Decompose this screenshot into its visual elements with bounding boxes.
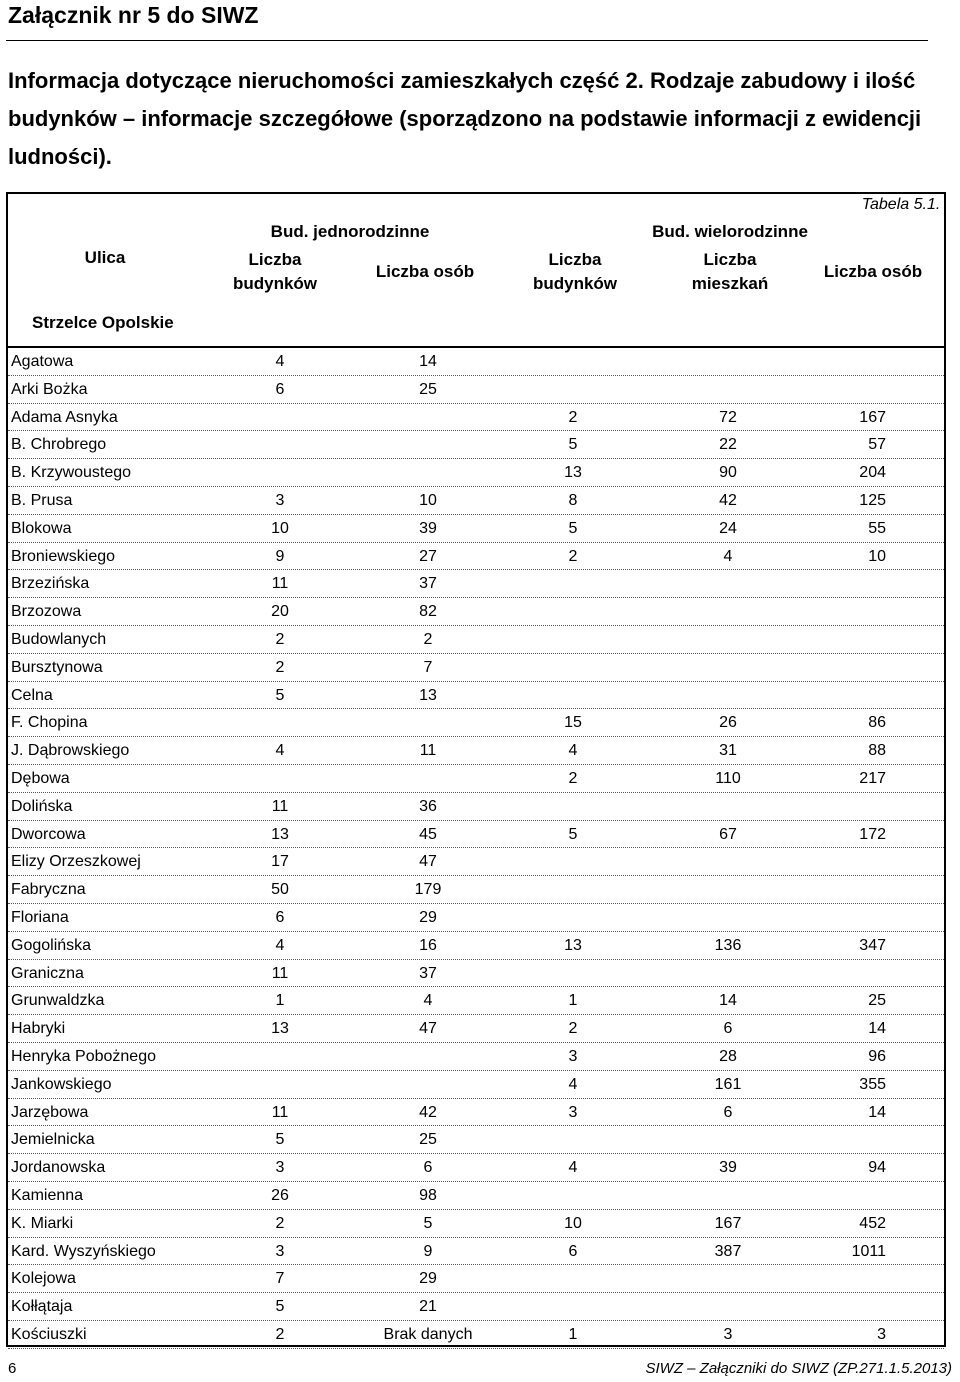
cell-street: Kolejowa	[11, 1270, 76, 1288]
cell-street: Floriana	[11, 908, 69, 926]
table-row	[8, 793, 944, 821]
cell-multi-persons	[808, 1126, 886, 1153]
cell-multi-buildings	[540, 1265, 606, 1292]
table-row	[8, 1321, 944, 1349]
cell-single-buildings: 3	[275, 1159, 285, 1177]
cell-street: Brzozowa	[11, 603, 82, 621]
table-row	[8, 821, 944, 849]
header-street: Ulica	[84, 248, 126, 267]
cell-multi-persons: 217	[859, 769, 886, 787]
cell-multi-residents: 136	[714, 936, 742, 954]
table-row	[8, 960, 944, 988]
cell-single-buildings	[240, 1043, 320, 1070]
cell-single-buildings: 11	[271, 964, 289, 982]
header-multi-buildings: Liczba budynków	[532, 250, 618, 293]
cell-street: Brzezińska	[11, 575, 90, 593]
intro-paragraph: Informacja dotyczące nieruchomości zamieszkałych część 2. Rodzaje zabudowy i ilość budynków – informacje szczegółowe (sporządzono na podstawie informacji z ewidencji ludności).	[8, 68, 922, 169]
cell-multi-residents	[678, 348, 778, 375]
table-row	[8, 682, 944, 710]
table-row	[8, 487, 944, 515]
header-single-buildings: Liczba budynków	[232, 250, 318, 293]
cell-multi-persons: 347	[859, 936, 886, 954]
cell-multi-buildings	[540, 570, 606, 597]
cell-street: Broniewskiego	[11, 547, 116, 565]
cell-single-persons: 36	[419, 797, 437, 815]
cell-multi-persons	[808, 626, 886, 653]
table-row	[8, 1210, 944, 1238]
cell-single-buildings: 11	[271, 797, 289, 815]
cell-multi-residents	[678, 904, 778, 931]
cell-multi-persons: 25	[868, 992, 886, 1010]
cell-multi-residents	[678, 570, 778, 597]
cell-multi-persons: 10	[868, 547, 886, 565]
table-row	[8, 626, 944, 654]
cell-single-persons: 37	[419, 575, 437, 593]
cell-multi-residents: 6	[723, 1020, 733, 1038]
cell-single-persons: 7	[423, 658, 433, 676]
cell-street: Graniczna	[11, 964, 84, 982]
cell-single-buildings: 3	[275, 491, 285, 509]
cell-multi-persons: 88	[868, 742, 886, 760]
cell-single-buildings: 11	[271, 575, 289, 593]
cell-single-buildings: 11	[271, 1103, 289, 1121]
cell-street: B. Krzywoustego	[11, 464, 132, 482]
cell-single-persons: 21	[419, 1298, 437, 1316]
cell-multi-buildings	[540, 626, 606, 653]
cell-single-persons: 47	[419, 853, 437, 871]
cell-street: Jankowskiego	[11, 1075, 112, 1093]
table-row	[8, 598, 944, 626]
cell-multi-persons: 355	[859, 1075, 886, 1093]
header-multi-residents: Liczba mieszkań	[691, 250, 769, 293]
cell-single-persons	[368, 431, 488, 458]
cell-multi-residents	[678, 1265, 778, 1292]
cell-single-buildings: 3	[275, 1242, 285, 1260]
cell-multi-persons: 125	[859, 491, 886, 509]
cell-multi-buildings	[540, 1293, 606, 1320]
table-row	[8, 876, 944, 904]
cell-multi-persons	[808, 570, 886, 597]
footer-doc-ref: SIWZ – Załączniki do SIWZ (ZP.271.1.5.2013)	[645, 1360, 952, 1377]
cell-multi-persons: 94	[868, 1159, 886, 1177]
cell-street: Jarzębowa	[11, 1103, 89, 1121]
cell-single-persons: 16	[419, 936, 437, 954]
cell-single-buildings	[240, 709, 320, 736]
cell-single-buildings: 50	[271, 881, 289, 899]
cell-street: Fabryczna	[11, 881, 86, 899]
cell-single-buildings: 2	[275, 658, 285, 676]
cell-single-persons: 42	[419, 1103, 437, 1121]
cell-street: Jemielnicka	[11, 1131, 95, 1149]
cell-multi-buildings: 13	[564, 936, 582, 954]
cell-multi-residents	[678, 1293, 778, 1320]
cell-multi-buildings	[540, 960, 606, 987]
cell-multi-residents: 72	[719, 408, 737, 426]
cell-single-persons: 2	[423, 630, 433, 648]
table-row	[8, 515, 944, 543]
cell-single-persons: 11	[419, 742, 437, 760]
cell-multi-buildings: 3	[568, 1047, 578, 1065]
cell-single-buildings: 7	[275, 1270, 285, 1288]
cell-multi-persons	[808, 960, 886, 987]
cell-single-persons: 9	[423, 1242, 433, 1260]
cell-multi-buildings	[540, 876, 606, 903]
cell-multi-residents: 42	[719, 491, 737, 509]
cell-street: F. Chopina	[11, 714, 88, 732]
cell-single-buildings: 13	[271, 1020, 289, 1038]
cell-multi-buildings: 1	[568, 992, 578, 1010]
cell-multi-buildings: 5	[568, 825, 578, 843]
cell-single-buildings: 13	[271, 825, 289, 843]
cell-multi-residents	[678, 682, 778, 709]
cell-single-persons: 45	[419, 825, 437, 843]
cell-multi-residents: 161	[714, 1075, 742, 1093]
cell-street: Dębowa	[11, 769, 70, 787]
cell-multi-persons: 204	[859, 464, 886, 482]
cell-multi-buildings: 5	[568, 436, 578, 454]
table-row	[8, 848, 944, 876]
cell-street: Kołłątaja	[11, 1298, 73, 1316]
cell-single-buildings: 2	[275, 630, 285, 648]
table-row	[8, 543, 944, 571]
cell-single-persons: 13	[419, 686, 437, 704]
table-row	[8, 1154, 944, 1182]
table-row	[8, 404, 944, 432]
cell-single-persons: 37	[419, 964, 437, 982]
cell-single-persons: 27	[419, 547, 437, 565]
table-row	[8, 932, 944, 960]
cell-multi-residents: 6	[723, 1103, 733, 1121]
table-row	[8, 987, 944, 1015]
cell-single-persons: 6	[423, 1159, 433, 1177]
cell-multi-residents	[678, 848, 778, 875]
cell-multi-persons	[808, 848, 886, 875]
cell-single-persons	[368, 709, 488, 736]
table-row	[8, 1238, 944, 1266]
cell-multi-buildings: 3	[568, 1103, 578, 1121]
cell-multi-residents: 28	[719, 1047, 737, 1065]
table-row	[8, 737, 944, 765]
cell-multi-buildings	[540, 1182, 606, 1209]
cell-multi-persons: 96	[868, 1047, 886, 1065]
cell-multi-buildings: 2	[568, 547, 578, 565]
cell-multi-buildings	[540, 682, 606, 709]
cell-multi-persons: 86	[868, 714, 886, 732]
cell-multi-residents: 67	[719, 825, 737, 843]
cell-multi-buildings	[540, 376, 606, 403]
header-multi-persons: Liczba osób	[823, 262, 923, 281]
cell-multi-buildings	[540, 654, 606, 681]
cell-multi-buildings: 2	[568, 1020, 578, 1038]
cell-single-buildings: 4	[275, 742, 285, 760]
cell-single-persons: 25	[419, 1131, 437, 1149]
cell-single-buildings	[240, 1071, 320, 1098]
cell-single-persons: 98	[419, 1186, 437, 1204]
cell-multi-buildings: 8	[568, 491, 578, 509]
cell-multi-persons	[808, 348, 886, 375]
cell-single-buildings	[240, 459, 320, 486]
cell-multi-residents: 22	[719, 436, 737, 454]
heading-rule	[6, 40, 928, 41]
cell-single-buildings: 1	[275, 992, 285, 1010]
header-single-persons: Liczba osób	[375, 262, 475, 281]
cell-multi-persons: 14	[868, 1020, 886, 1038]
cell-street: Adama Asnyka	[11, 408, 118, 426]
cell-street: Gogolińska	[11, 936, 92, 954]
cell-multi-persons	[808, 598, 886, 625]
cell-multi-residents	[678, 1182, 778, 1209]
cell-street: Jordanowska	[11, 1159, 106, 1177]
cell-single-buildings: 10	[271, 519, 289, 537]
cell-multi-persons	[808, 793, 886, 820]
cell-multi-persons	[808, 1182, 886, 1209]
cell-multi-buildings	[540, 848, 606, 875]
cell-single-buildings: 2	[275, 1325, 285, 1343]
cell-multi-buildings: 2	[568, 408, 578, 426]
header-group-multi-family: Bud. wielorodzinne	[652, 222, 808, 241]
cell-multi-residents: 387	[714, 1242, 742, 1260]
cell-single-buildings: 4	[275, 936, 285, 954]
cell-single-persons: 39	[419, 519, 437, 537]
table-row	[8, 1099, 944, 1127]
cell-multi-persons	[808, 376, 886, 403]
cell-street: Habryki	[11, 1020, 66, 1038]
cell-multi-persons	[808, 682, 886, 709]
cell-multi-persons: 14	[868, 1103, 886, 1121]
cell-street: Arki Bożka	[11, 380, 88, 398]
cell-street: Celna	[11, 686, 53, 704]
cell-single-persons: 29	[419, 908, 437, 926]
table-label: Tabela 5.1.	[861, 196, 941, 213]
cell-single-persons	[368, 765, 488, 792]
cell-multi-residents	[678, 960, 778, 987]
cell-multi-residents	[678, 626, 778, 653]
cell-single-persons: 10	[419, 491, 437, 509]
cell-single-persons	[368, 404, 488, 431]
cell-multi-residents: 4	[723, 547, 733, 565]
cell-single-buildings: 9	[275, 547, 285, 565]
cell-single-persons: 5	[423, 1214, 433, 1232]
cell-single-persons: 4	[423, 992, 433, 1010]
table-row	[8, 1126, 944, 1154]
cell-street: Elizy Orzeszkowej	[11, 853, 141, 871]
cell-single-persons	[368, 1043, 488, 1070]
cell-multi-buildings: 4	[568, 1159, 578, 1177]
header-group-single-family: Bud. jednorodzinne	[270, 222, 430, 241]
cell-single-persons: 25	[419, 380, 437, 398]
cell-single-buildings: 17	[271, 853, 289, 871]
cell-street: Grunwaldzka	[11, 992, 105, 1010]
cell-multi-buildings: 4	[568, 742, 578, 760]
table-body	[8, 348, 944, 1349]
table-row	[8, 709, 944, 737]
cell-single-persons	[368, 459, 488, 486]
cell-multi-buildings	[540, 793, 606, 820]
cell-single-buildings	[240, 765, 320, 792]
cell-single-buildings: 5	[275, 1131, 285, 1149]
cell-single-buildings: 6	[275, 380, 285, 398]
cell-single-buildings	[240, 431, 320, 458]
cell-street: K. Miarki	[11, 1214, 74, 1232]
cell-multi-persons: 1011	[851, 1242, 886, 1260]
cell-single-buildings: 2	[275, 1214, 285, 1232]
table-row	[8, 1071, 944, 1099]
cell-street: J. Dąbrowskiego	[11, 742, 130, 760]
cell-single-persons: Brak danych	[383, 1325, 473, 1343]
table-row	[8, 1265, 944, 1293]
cell-single-buildings: 5	[275, 686, 285, 704]
cell-multi-buildings: 15	[564, 714, 582, 732]
cell-multi-persons: 167	[859, 408, 886, 426]
cell-multi-persons	[808, 1293, 886, 1320]
cell-single-buildings: 4	[275, 353, 285, 370]
cell-multi-buildings: 1	[568, 1325, 578, 1343]
cell-multi-buildings: 2	[568, 769, 578, 787]
cell-multi-buildings	[540, 348, 606, 375]
cell-single-buildings	[240, 404, 320, 431]
cell-multi-buildings	[540, 904, 606, 931]
cell-multi-buildings: 10	[564, 1214, 582, 1232]
cell-multi-buildings	[540, 1126, 606, 1153]
cell-single-persons: 179	[414, 881, 442, 899]
cell-multi-persons	[808, 904, 886, 931]
cell-street: Blokowa	[11, 519, 72, 537]
cell-multi-buildings: 6	[568, 1242, 578, 1260]
cell-multi-buildings	[540, 598, 606, 625]
cell-multi-persons: 3	[877, 1325, 886, 1343]
cell-multi-residents	[678, 1126, 778, 1153]
cell-multi-residents: 31	[719, 742, 737, 760]
table-row	[8, 765, 944, 793]
section-label: Strzelce Opolskie	[32, 313, 174, 332]
page-heading: Załącznik nr 5 do SIWZ	[8, 2, 259, 28]
cell-multi-persons	[808, 654, 886, 681]
cell-single-buildings: 5	[275, 1298, 285, 1316]
cell-street: Henryka Pobożnego	[11, 1047, 156, 1065]
table-row	[8, 904, 944, 932]
cell-multi-residents: 3	[723, 1325, 733, 1343]
footer-page-number: 6	[8, 1360, 17, 1377]
cell-multi-residents: 39	[719, 1159, 737, 1177]
table-row	[8, 459, 944, 487]
cell-single-buildings: 20	[271, 603, 289, 621]
cell-street: Kościuszki	[11, 1325, 87, 1343]
table-row	[8, 348, 944, 376]
cell-multi-residents: 14	[719, 992, 737, 1010]
table-row	[8, 1182, 944, 1210]
table-row	[8, 376, 944, 404]
cell-multi-residents	[678, 598, 778, 625]
cell-single-buildings: 26	[271, 1186, 289, 1204]
table-row	[8, 570, 944, 598]
cell-multi-residents: 90	[719, 464, 737, 482]
cell-multi-residents	[678, 793, 778, 820]
cell-multi-residents	[678, 376, 778, 403]
table-row	[8, 1293, 944, 1321]
cell-multi-persons	[808, 876, 886, 903]
cell-multi-persons: 55	[868, 519, 886, 537]
cell-multi-buildings: 4	[568, 1075, 578, 1093]
cell-street: B. Prusa	[11, 491, 73, 509]
cell-single-buildings: 6	[275, 908, 285, 926]
cell-multi-persons: 452	[859, 1214, 886, 1232]
cell-multi-buildings: 5	[568, 519, 578, 537]
cell-single-persons: 14	[419, 353, 437, 370]
cell-multi-persons: 57	[868, 436, 886, 454]
cell-multi-residents: 24	[719, 519, 737, 537]
table-row	[8, 431, 944, 459]
cell-multi-residents: 110	[715, 769, 741, 787]
cell-multi-residents: 167	[714, 1214, 742, 1232]
cell-single-persons	[368, 1071, 488, 1098]
cell-single-persons: 82	[419, 603, 437, 621]
cell-single-persons: 29	[419, 1270, 437, 1288]
cell-multi-residents	[678, 876, 778, 903]
cell-multi-residents	[678, 654, 778, 681]
cell-multi-buildings: 13	[564, 464, 582, 482]
cell-street: B. Chrobrego	[11, 436, 107, 454]
cell-street: Bursztynowa	[11, 658, 103, 676]
cell-street: Kamienna	[11, 1186, 84, 1204]
cell-multi-persons	[808, 1265, 886, 1292]
cell-street: Dworcowa	[11, 825, 86, 843]
cell-street: Agatowa	[11, 353, 74, 370]
cell-multi-persons: 172	[859, 825, 886, 843]
cell-single-persons: 47	[419, 1020, 437, 1038]
cell-street: Kard. Wyszyńskiego	[11, 1242, 156, 1260]
cell-street: Budowlanych	[11, 630, 107, 648]
table-row	[8, 654, 944, 682]
table-row	[8, 1015, 944, 1043]
cell-street: Dolińska	[11, 797, 73, 815]
table-row	[8, 1043, 944, 1071]
cell-multi-residents: 26	[719, 714, 737, 732]
